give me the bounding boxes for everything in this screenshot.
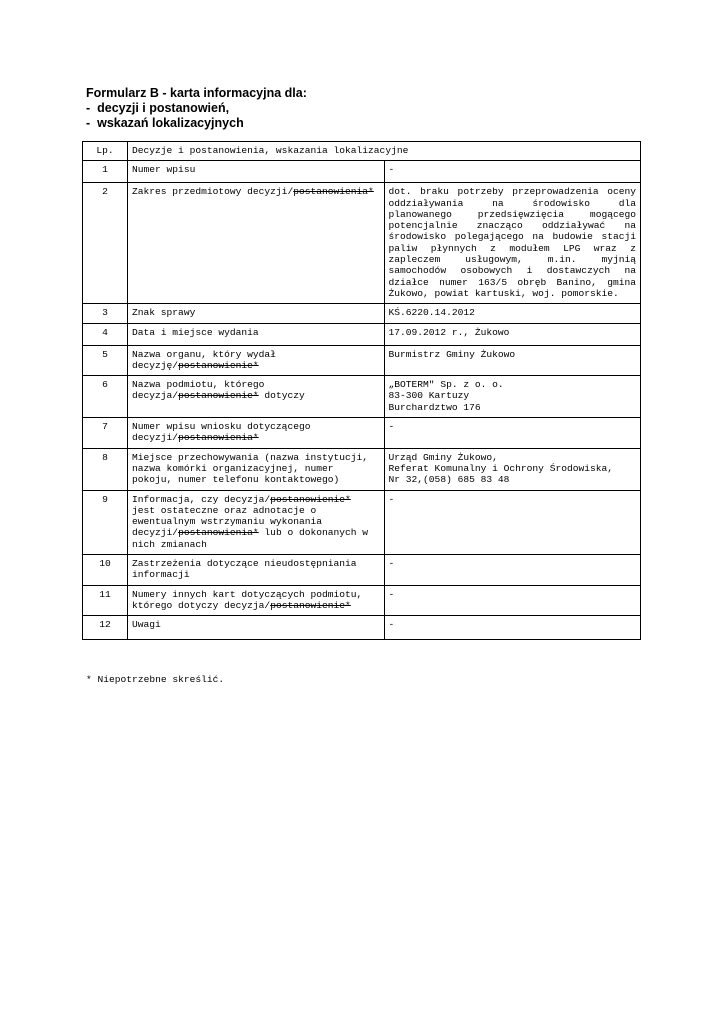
table-row [83,616,641,640]
row-value: - [384,418,641,449]
row-label: Uwagi [128,616,385,640]
row-number: 10 [83,555,128,586]
table-row [83,448,641,490]
row-value: Urząd Gminy Żukowo, Referat Komunalny i Ochrony Środowiska, Nr 32,(058) 685 83 48 [384,448,641,490]
row-number: 3 [83,304,128,323]
row-value: KŚ.6220.14.2012 [384,304,641,323]
table-header-row [83,142,641,161]
row-value: „BOTERM" Sp. z o. o. 83-300 Kartuzy Burchardztwo 176 [384,376,641,418]
row-label: Data i miejsce wydania [128,323,385,345]
row-label: Znak sprawy [128,304,385,323]
row-number: 8 [83,448,128,490]
row-number: 2 [83,183,128,304]
row-number: 7 [83,418,128,449]
table-row [83,323,641,345]
form-heading [86,86,646,131]
footnote: * Niepotrzebne skreślić. [86,674,225,685]
row-value: dot. braku potrzeby przeprowadzenia oceny oddziaływania na środowisko dla planowanego przedsięwzięcia mogącego potencjalnie znacząco oddziaływać na środowisko polegającego na budowie stacji paliw płynnych z modułem LPG wraz z zapleczem usługowym, m.in. myjnią samochodów osobowych i dostawczych na działce numer 163/5 obręb Banino, gmina Żukowo, powiat kartuski, woj. pomorskie. [384,183,641,304]
heading-item-location: - wskazań lokalizacyjnych [86,116,244,130]
row-number: 9 [83,490,128,554]
table-row [83,183,641,304]
row-number: 12 [83,616,128,640]
row-value: Burmistrz Gminy Żukowo [384,345,641,376]
row-label: Zakres przedmiotowy decyzji/postanowienia* [128,183,385,304]
row-value: - [384,555,641,586]
row-value: - [384,616,641,640]
row-label: Informacja, czy decyzja/postanowienie* jest ostateczne oraz adnotacje o ewentualnym wstrzymaniu wykonania decyzji/postanowienia* lub o dokonanych w nich zmianach [128,490,385,554]
table-row [83,585,641,616]
row-number: 5 [83,345,128,376]
table-row [83,555,641,586]
row-number: 1 [83,161,128,183]
header-title: Decyzje i postanowienia, wskazania lokalizacyjne [128,142,641,161]
row-label: Nazwa organu, który wydał decyzję/postanowienie* [128,345,385,376]
row-value: - [384,585,641,616]
table-row [83,304,641,323]
row-number: 4 [83,323,128,345]
row-label: Numer wpisu wniosku dotyczącego decyzji/postanowienia* [128,418,385,449]
row-value: - [384,490,641,554]
row-label: Miejsce przechowywania (nazwa instytucji, nazwa komórki organizacyjnej, numer pokoju, numer telefonu kontaktowego) [128,448,385,490]
row-value: 17.09.2012 r., Żukowo [384,323,641,345]
table-row [83,490,641,554]
table-row [83,161,641,183]
row-value: - [384,161,641,183]
heading-title: Formularz B - karta informacyjna dla: [86,86,307,100]
table-row [83,418,641,449]
row-label: Numer wpisu [128,161,385,183]
row-label: Numery innych kart dotyczących podmiotu, którego dotyczy decyzja/postanowienie* [128,585,385,616]
header-lp: Lp. [83,142,128,161]
row-number: 6 [83,376,128,418]
row-number: 11 [83,585,128,616]
table-row [83,376,641,418]
heading-item-decisions: - decyzji i postanowień, [86,101,230,115]
information-card-table [82,141,641,640]
table-row [83,345,641,376]
row-label: Nazwa podmiotu, którego decyzja/postanowienie* dotyczy [128,376,385,418]
row-label: Zastrzeżenia dotyczące nieudostępniania informacji [128,555,385,586]
